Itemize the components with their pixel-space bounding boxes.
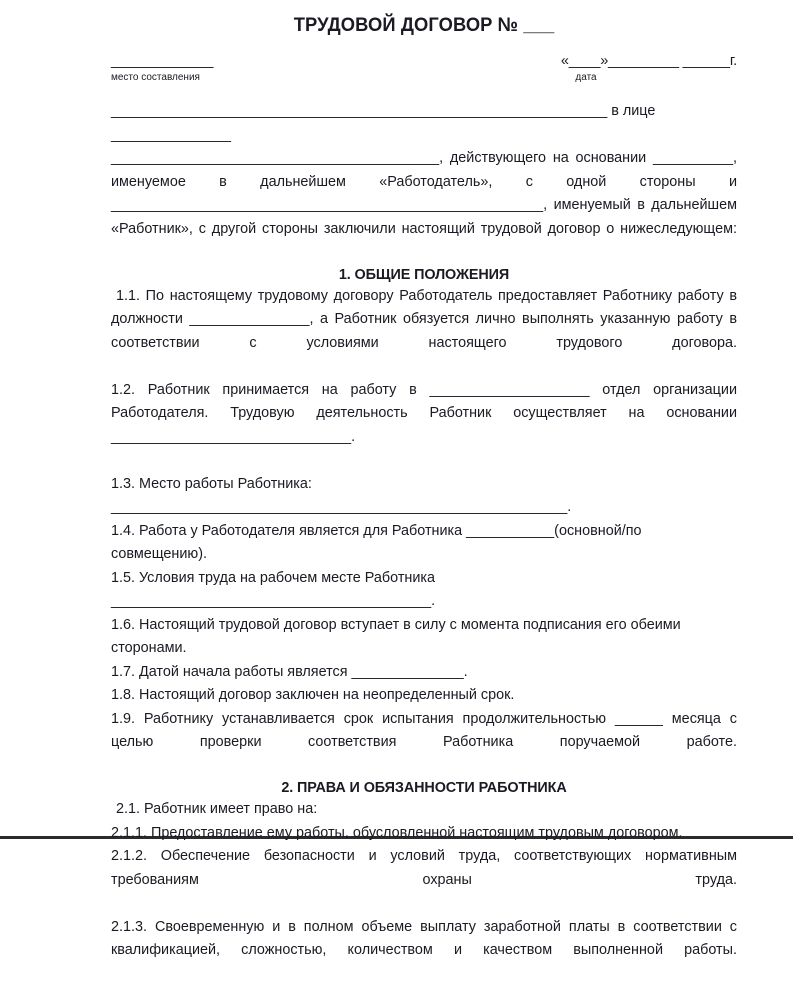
clause-1-9: 1.9. Работнику устанавливается срок испытания продолжительностью ______ месяца с целью проверки соответствия Работника поручаемой работе. (111, 708, 737, 779)
section-heading-2: 2. ПРАВА И ОБЯЗАННОСТИ РАБОТНИКА (111, 778, 737, 798)
preamble-line-2: _________________________________________, действующего на основании __________, именуемое в дальнейшем «Работодатель», с одной стороны и ______________________________________________________, именуемый в дальнейшем «Работник», с другой стороны заключили настоящий трудовой договор о нижеследующем: (111, 147, 737, 265)
place-of-compilation-blank: _____________ (111, 54, 331, 69)
clause-2-1-2: 2.1.2. Обеспечение безопасности и условий труда, соответствующих нормативным требованиям охраны труда. (111, 845, 737, 916)
clause-1-7: 1.7. Датой начала работы является ______________. (111, 661, 737, 685)
date-blank: «____»_________ ______г. (477, 54, 737, 69)
place-of-compilation-caption: место составления (111, 71, 331, 84)
clause-1-2: 1.2. Работник принимается на работу в ____________________ отдел организации Работодателя. Трудовую деятельность Работник осуществляет на основании ______________________________. (111, 379, 737, 473)
document-body (111, 0, 737, 986)
document-header-row (111, 54, 737, 100)
clause-2-1-1: 2.1.1. Предоставление ему работы, обусловленной настоящим трудовым договором. (111, 822, 737, 846)
clause-1-3: 1.3. Место работы Работника: _________________________________________________________. (111, 473, 737, 520)
date-block (477, 54, 737, 84)
clause-1-6: 1.6. Настоящий трудовой договор вступает в силу с момента подписания его обеими сторонами. (111, 614, 737, 661)
place-of-compilation-block (111, 54, 331, 84)
clause-1-1: 1.1. По настоящему трудовому договору Работодатель предоставляет Работнику работу в должности _______________, а Работник обязуется лично выполнять указанную работу в соответствии с условиями настоящего трудового договора. (111, 285, 737, 379)
date-caption: дата (477, 71, 695, 84)
clause-2-1: 2.1. Работник имеет право на: (111, 798, 737, 822)
clause-1-4: 1.4. Работа у Работодателя является для Работника ___________(основной/по совмещению). (111, 520, 737, 567)
clause-1-5: 1.5. Условия труда на рабочем месте Работника ________________________________________. (111, 567, 737, 614)
section-heading-1: 1. ОБЩИЕ ПОЛОЖЕНИЯ (111, 265, 737, 285)
page-title: ТРУДОВОЙ ДОГОВОР № ___ (130, 0, 718, 37)
clause-1-8: 1.8. Настоящий договор заключен на неопределенный срок. (111, 684, 737, 708)
preamble-line-1: ______________________________________________________________ в лице _______________ (111, 100, 737, 147)
clause-2-1-3: 2.1.3. Своевременную и в полном объеме выплату заработной платы в соответствии с квалификацией, сложностью, количеством и качеством выполненной работы. (111, 916, 737, 986)
